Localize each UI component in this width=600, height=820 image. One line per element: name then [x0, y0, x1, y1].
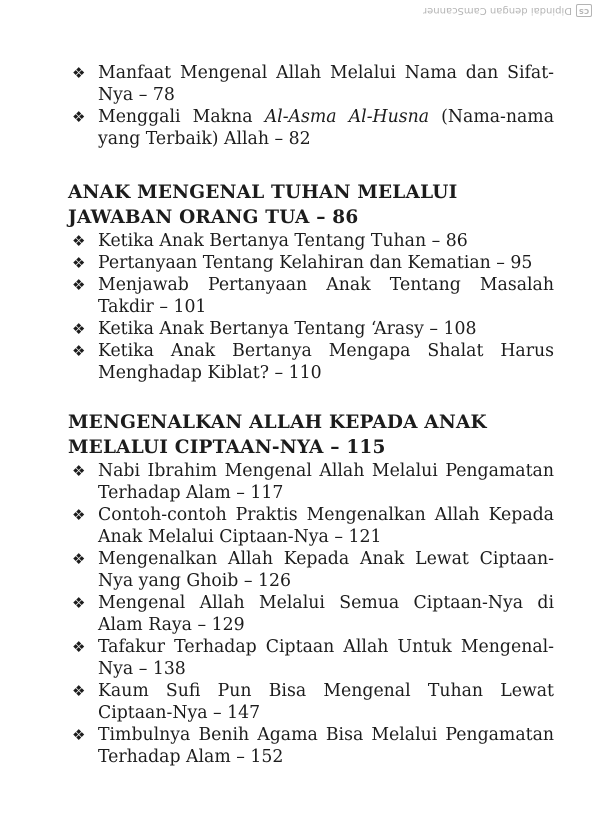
toc-entry-title-part: Menggali Makna	[98, 107, 265, 127]
toc-entry	[68, 548, 554, 592]
toc-entry-title: Ketika Anak Bertanya Mengapa Shalat Harus Menghadap Kiblat?	[98, 341, 554, 383]
diamond-dots-icon: ❖	[72, 64, 86, 82]
toc-entry-title: Mengenalkan Allah Kepada Anak Lewat Ciptaan-Nya yang Ghoib	[98, 549, 554, 591]
toc-entry-page: – 138	[138, 659, 186, 679]
toc-entry-page: – 129	[197, 615, 245, 635]
diamond-dots-icon: ❖	[72, 550, 86, 568]
toc-entry-title: Mengenal Allah Melalui Semua Ciptaan-Nya di Alam Raya	[98, 593, 554, 635]
diamond-dots-icon: ❖	[72, 682, 86, 700]
diamond-dots-icon: ❖	[72, 594, 86, 612]
diamond-dots-icon: ❖	[72, 232, 86, 250]
toc-entry	[68, 106, 554, 150]
section-heading: MENGENALKAN ALLAH KEPADA ANAK MELALUI CIPTAAN-NYA – 115	[68, 412, 487, 458]
toc-entry-page: – 147	[213, 703, 261, 723]
toc-entry	[68, 230, 554, 252]
toc-entry-page: – 121	[334, 527, 382, 547]
toc-entry-title: Manfaat Mengenal Allah Melalui Nama dan Sifat-Nya	[98, 63, 554, 105]
toc-entry-page: – 108	[429, 319, 477, 339]
toc-entry-page: – 126	[243, 571, 291, 591]
scanner-watermark	[423, 4, 592, 17]
toc-entry-page: – 152	[236, 747, 284, 767]
toc-section-continued	[68, 62, 554, 150]
toc-entry	[68, 724, 554, 768]
toc-entry	[68, 252, 554, 274]
toc-entry-title: Contoh-contoh Praktis Mengenalkan Allah Kepada Anak Melalui Ciptaan-Nya	[98, 505, 554, 547]
toc-entry-title: Tafakur Terhadap Ciptaan Allah Untuk Mengenal-Nya	[98, 637, 554, 679]
diamond-dots-icon: ❖	[72, 638, 86, 656]
toc-entry-title: Ketika Anak Bertanya Tentang Tuhan	[98, 231, 427, 251]
toc-entry	[68, 636, 554, 680]
toc-entry-page: – 110	[274, 363, 322, 383]
toc-entry-title: Ketika Anak Bertanya Tentang ‘Arasy	[98, 319, 424, 339]
toc-entry-title-part: (Nama-nama yang Terbaik) Allah	[98, 107, 554, 149]
diamond-dots-icon: ❖	[72, 506, 86, 524]
diamond-dots-icon: ❖	[72, 726, 86, 744]
toc-entry-title-italic: Al-Asma Al-Husna	[264, 107, 430, 127]
toc-entry-title: Pertanyaan Tentang Kelahiran dan Kematian	[98, 253, 491, 273]
toc-section	[68, 410, 554, 768]
diamond-dots-icon: ❖	[72, 462, 86, 480]
toc-entry	[68, 62, 554, 106]
toc-entry	[68, 340, 554, 384]
toc-entry	[68, 274, 554, 318]
toc-entry-page: – 101	[159, 297, 207, 317]
toc-entry-page: – 86	[431, 231, 468, 251]
camscanner-logo-icon: CS	[576, 4, 592, 17]
toc-entry-title: Timbulnya Benih Agama Bisa Melalui Pengamatan Terhadap Alam	[98, 725, 554, 767]
diamond-dots-icon: ❖	[72, 342, 86, 360]
diamond-dots-icon: ❖	[72, 320, 86, 338]
toc-section	[68, 180, 554, 384]
toc-entry	[68, 504, 554, 548]
toc-entry-page: – 95	[496, 253, 533, 273]
diamond-dots-icon: ❖	[72, 108, 86, 126]
toc-entry-page: – 78	[138, 85, 175, 105]
section-heading: ANAK MENGENAL TUHAN MELALUI JAWABAN ORANG TUA – 86	[68, 182, 458, 228]
toc-entry-title: Menjawab Pertanyaan Anak Tentang Masalah Takdir	[98, 275, 554, 317]
toc-entry-page: – 117	[236, 483, 284, 503]
toc-entry-title: Nabi Ibrahim Mengenal Allah Melalui Pengamatan Terhadap Alam	[98, 461, 554, 503]
diamond-dots-icon: ❖	[72, 254, 86, 272]
toc-entry	[68, 592, 554, 636]
watermark-text: Dipindai dengan CamScanner	[423, 5, 572, 16]
table-of-contents	[68, 62, 554, 794]
toc-entry	[68, 460, 554, 504]
toc-entry	[68, 318, 554, 340]
toc-entry-page: – 82	[274, 129, 311, 149]
toc-entry-title: Kaum Sufi Pun Bisa Mengenal Tuhan Lewat Ciptaan-Nya	[98, 681, 554, 723]
toc-entry	[68, 680, 554, 724]
diamond-dots-icon: ❖	[72, 276, 86, 294]
